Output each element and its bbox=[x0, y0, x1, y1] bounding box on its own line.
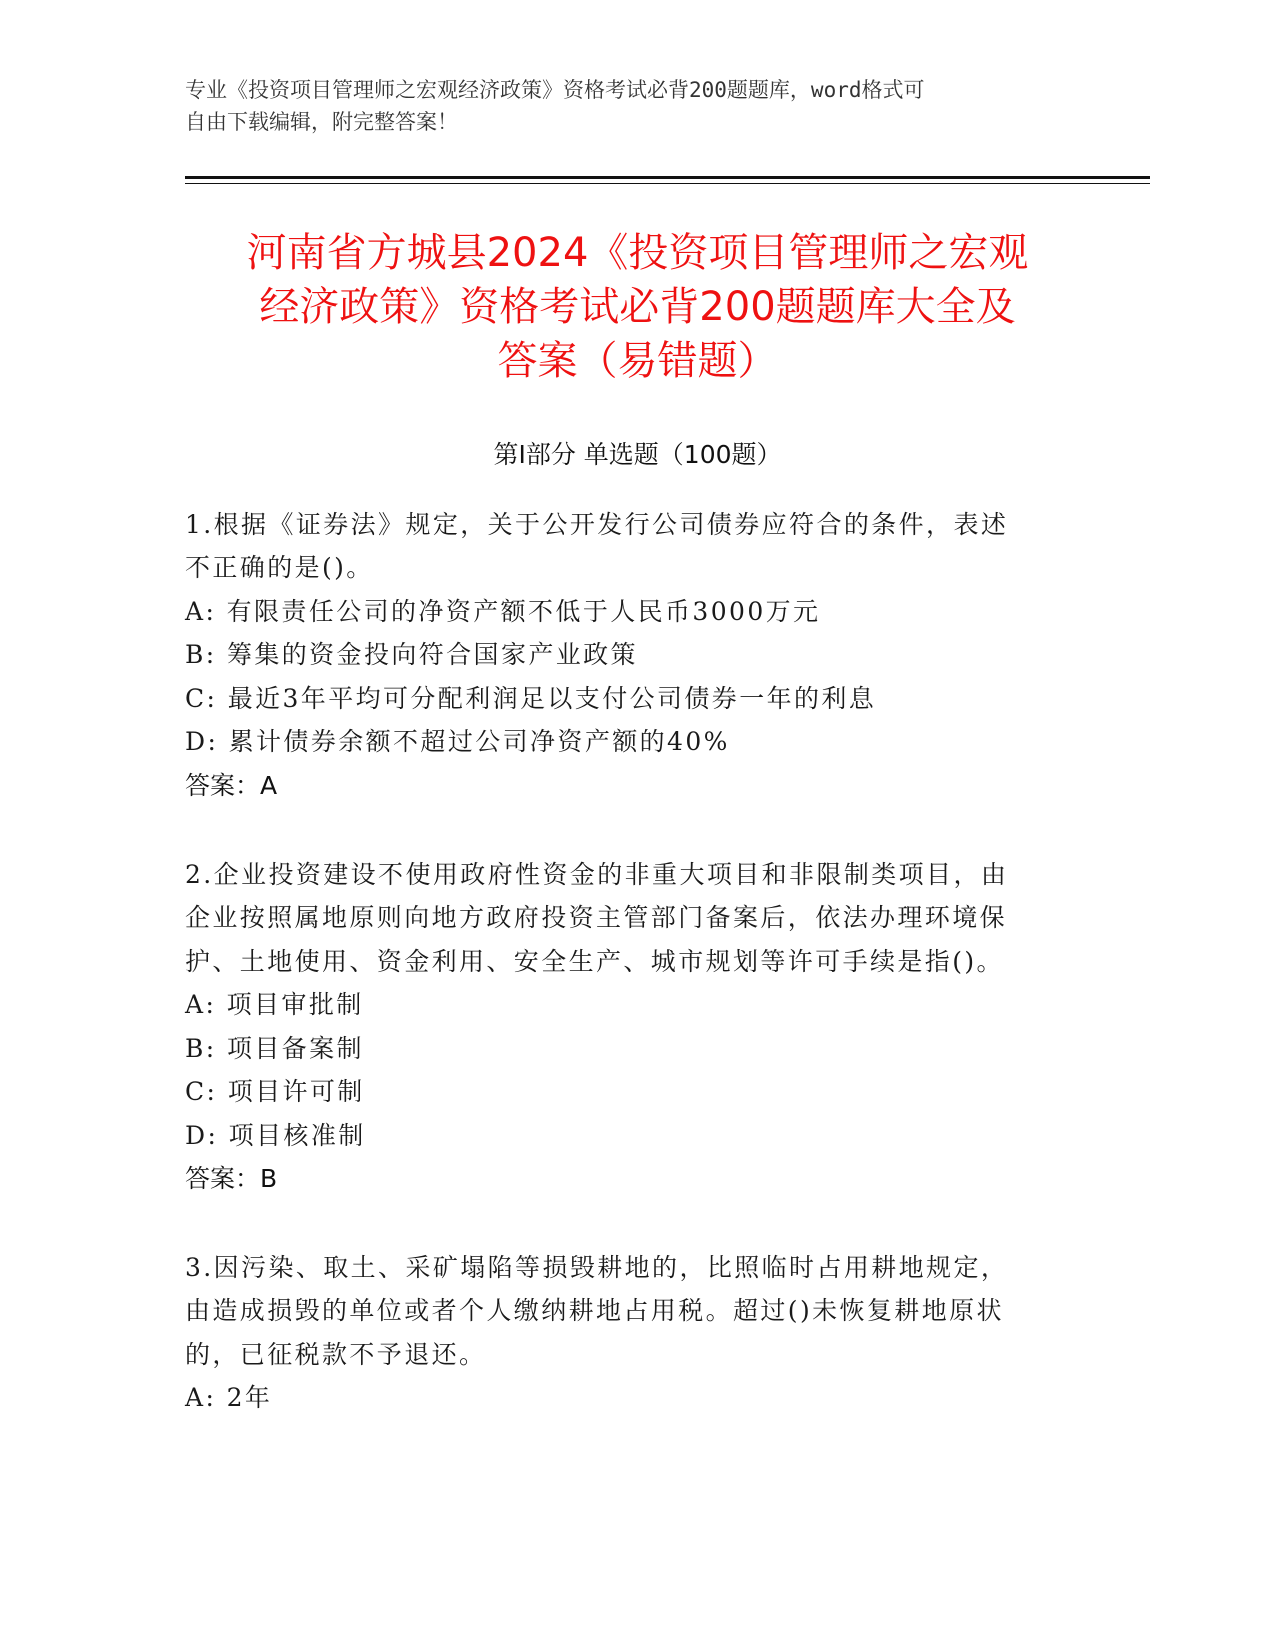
question-1-option-a: A: 有限责任公司的净资产额不低于人民币3000万元 bbox=[185, 597, 821, 626]
question-3-stem-line-2: 由造成损毁的单位或者个人缴纳耕地占用税。超过()未恢复耕地原状 bbox=[185, 1296, 1004, 1325]
question-1-option-c: C: 最近3年平均可分配利润足以支付公司债券一年的利息 bbox=[185, 684, 877, 713]
question-1-stem-line-1: 1.根据《证券法》规定，关于公开发行公司债券应符合的条件，表述 bbox=[185, 510, 1009, 539]
question-2-option-c: C: 项目许可制 bbox=[185, 1077, 365, 1106]
question-2-stem-line-3: 护、土地使用、资金利用、安全生产、城市规划等许可手续是指()。 bbox=[185, 947, 1004, 976]
question-1-stem-line-2: 不正确的是()。 bbox=[185, 553, 374, 582]
header-note-line-2: 自由下载编辑，附完整答案！ bbox=[185, 110, 458, 134]
header-divider-thick bbox=[185, 176, 1150, 179]
document-title-line-3: 答案（易错题） bbox=[497, 338, 778, 384]
document-title-line-1: 河南省方城县2024《投资项目管理师之宏观 bbox=[246, 230, 1029, 276]
section-title: 第Ⅰ部分 单选题（100题） bbox=[493, 440, 782, 469]
header-divider-thin bbox=[185, 183, 1150, 184]
question-3-stem-line-1: 3.因污染、取土、采矿塌陷等损毁耕地的，比照临时占用耕地规定， bbox=[185, 1253, 1009, 1282]
question-2-stem-line-2: 企业按照属地原则向地方政府投资主管部门备案后，依法办理环境保 bbox=[185, 903, 1008, 932]
header-note-line-1: 专业《投资项目管理师之宏观经济政策》资格考试必背200题题库，word格式可 bbox=[185, 78, 925, 102]
question-1-option-b: B: 筹集的资金投向符合国家产业政策 bbox=[185, 640, 638, 669]
question-2-answer: 答案：B bbox=[185, 1164, 278, 1193]
question-2-option-b: B: 项目备案制 bbox=[185, 1034, 364, 1063]
question-2-stem-line-1: 2.企业投资建设不使用政府性资金的非重大项目和非限制类项目，由 bbox=[185, 860, 1009, 889]
question-3-option-a: A: 2年 bbox=[185, 1383, 273, 1412]
document-title-line-2: 经济政策》资格考试必背200题题库大全及 bbox=[259, 284, 1016, 330]
document-title bbox=[160, 226, 1115, 388]
question-2-option-a: A: 项目审批制 bbox=[185, 990, 364, 1019]
header-note bbox=[185, 74, 1065, 138]
question-2-option-d: D: 项目核准制 bbox=[185, 1121, 366, 1150]
question-1-answer: 答案：A bbox=[185, 771, 278, 800]
question-1-option-d: D: 累计债券余额不超过公司净资产额的40% bbox=[185, 727, 730, 756]
question-3-stem-line-3: 的，已征税款不予退还。 bbox=[185, 1340, 487, 1369]
